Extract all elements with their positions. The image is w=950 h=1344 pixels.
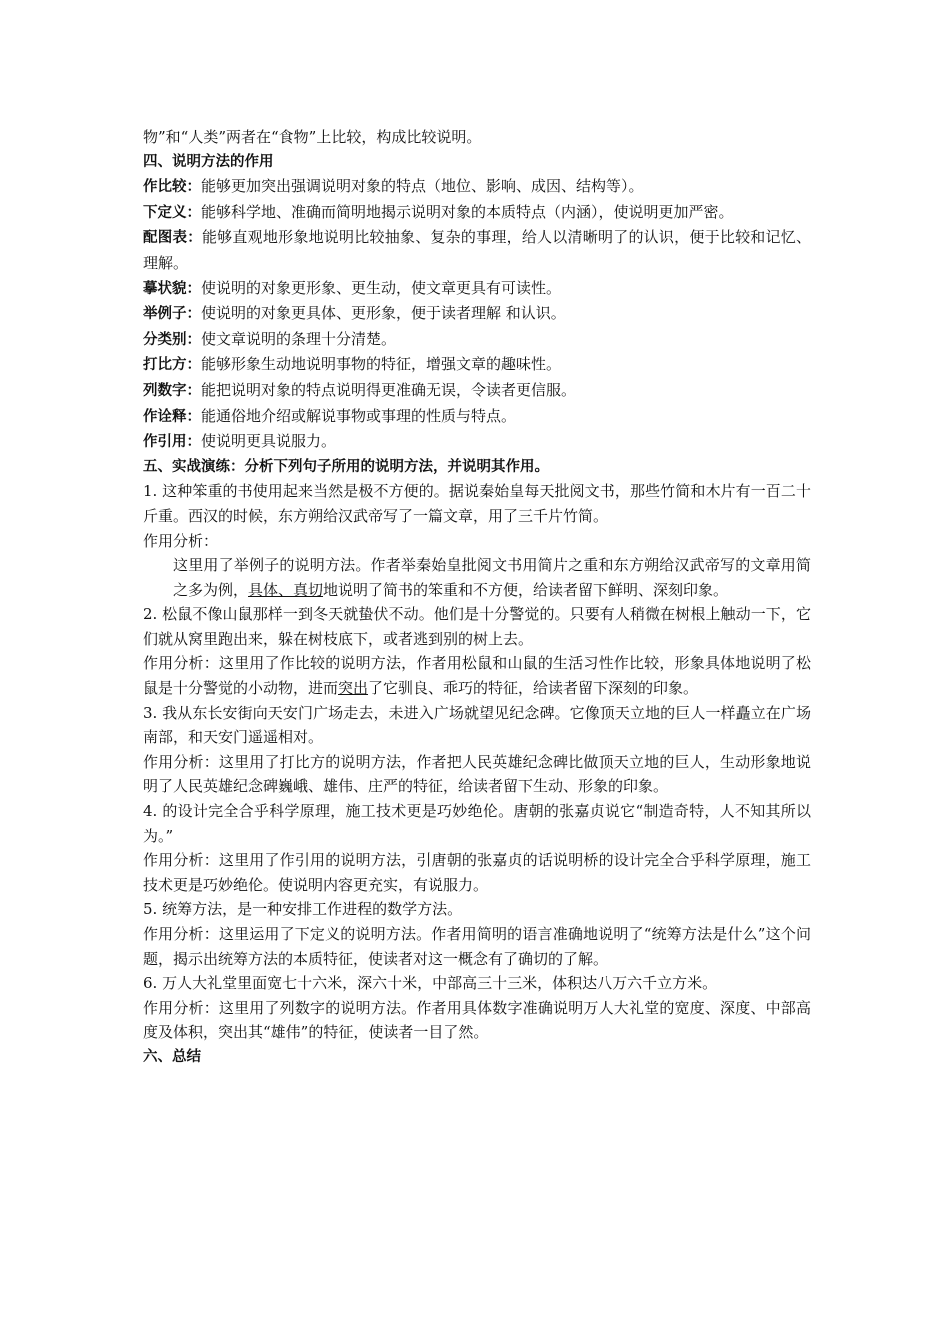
analysis-text: 这里用了举例子的说明方法。作者举秦始皇批阅文书用简片之重和东方朔给汉武帝写的文章用简之多为例， <box>173 556 811 599</box>
method-item-comparison <box>143 174 811 200</box>
method-item-numbers <box>143 378 811 404</box>
method-desc: 能通俗地介绍或解说事物或事理的性质与特点。 <box>201 406 517 425</box>
method-item-chart <box>143 225 811 275</box>
analysis-text: 地说明了简书的笨重和不方便，给读者留下鲜明、深刻印象。 <box>323 580 729 599</box>
section-4-heading: 四、说明方法的作用 <box>143 153 274 170</box>
method-desc: 能够科学地、准确而简明地揭示说明对象的本质特点（内涵），使说明更加严密。 <box>201 202 734 221</box>
method-desc: 使说明的对象更形象、更生动，使文章更具有可读性。 <box>201 278 562 297</box>
exercise-4-text: 4. 的设计完全合乎科学原理，施工技术更是巧妙绝伦。唐朝的张嘉贞说它“制造奇特，人不知其所以为。” <box>143 802 811 845</box>
exercise-3-text: 3. 我从东长安街向天安门广场走去，未进入广场就望见纪念碑。它像顶天立地的巨人一样矗立在广场南部，和天安门遥遥相对。 <box>143 703 811 747</box>
exercise-1-label: 作用分析： <box>143 531 219 550</box>
method-desc: 使文章说明的条理十分清楚。 <box>201 329 397 348</box>
section-6-heading: 六、总结 <box>143 1048 201 1065</box>
intro-tail: 物”和“人类”两者在“食物”上比较，构成比较说明。 <box>143 128 482 146</box>
exercise-5-analysis: 作用分析：这里运用了下定义的说明方法。作者用简明的语言准确地说明了“统筹方法是什么”这个问题，揭示出统筹方法的本质特征，使读者对这一概念有了确切的了解。 <box>143 925 811 968</box>
exercise-2-text: 2. 松鼠不像山鼠那样一到冬天就蛰伏不动。他们是十分警觉的。只要有人稍微在树根上触动一下，它们就从窝里跑出来，躲在树枝底下，或者逃到别的树上去。 <box>143 605 811 648</box>
method-desc: 能够更加突出强调说明对象的特点（地位、影响、成因、结构等）。 <box>201 177 644 196</box>
method-term: 打比方： <box>143 357 201 374</box>
section-5-heading: 五、实战演练：分析下列句子所用的说明方法，并说明其作用。 <box>143 458 549 475</box>
method-item-explanation <box>143 404 811 430</box>
exercise-5-text: 5. 统筹方法，是一种安排工作进程的数学方法。 <box>143 900 463 919</box>
underlined-phrase: 具体、真切 <box>248 580 324 599</box>
method-term: 摹状貌： <box>143 280 201 297</box>
analysis-text: 作用分析：这里用了作比较的说明方法，作者用松鼠和山鼠的生活习性作比较，形象具体地说明了松鼠是十分警觉的小动物，进而 <box>143 654 811 698</box>
exercise-2-analysis <box>143 651 811 700</box>
method-desc: 能把说明对象的特点说明得更准确无误，令读者更信服。 <box>201 380 577 399</box>
method-term: 作比较： <box>143 179 201 196</box>
document-page <box>143 125 811 1070</box>
method-term: 作诠释： <box>143 408 201 425</box>
method-desc: 使说明更具说服力。 <box>201 432 337 451</box>
method-item-description <box>143 276 811 302</box>
exercise-1-text: 1. 这种笨重的书使用起来当然是极不方便的。据说秦始皇每天批阅文书，那些竹简和木片有一百二十斤重。西汉的时候，东方朔给汉武帝写了一篇文章，用了三千片竹简。 <box>143 482 811 525</box>
method-desc: 能够形象生动地说明事物的特征，增强文章的趣味性。 <box>201 355 562 374</box>
underlined-phrase: 突出 <box>338 679 369 698</box>
method-term: 下定义： <box>143 204 201 221</box>
method-term: 作引用： <box>143 434 201 451</box>
method-desc: 使说明的对象更具体、更形象，便于读者理解 和认识。 <box>201 304 566 323</box>
exercise-3-analysis: 作用分析：这里用了打比方的说明方法，作者把人民英雄纪念碑比做顶天立地的巨人，生动形象地说明了人民英雄纪念碑巍峨、雄伟、庄严的特征，给读者留下生动、形象的印象。 <box>143 752 811 796</box>
method-term: 列数字： <box>143 382 201 399</box>
method-term: 配图表： <box>143 230 202 247</box>
analysis-text: 了它驯良、乖巧的特征，给读者留下深刻的印象。 <box>368 679 699 698</box>
method-term: 举例子： <box>143 306 201 323</box>
method-item-analogy <box>143 352 811 378</box>
method-item-example <box>143 301 811 327</box>
method-item-definition <box>143 200 811 226</box>
exercise-6-text: 6. 万人大礼堂里面宽七十六米，深六十米，中部高三十三米，体积达八万六千立方米。 <box>143 974 718 993</box>
exercise-4-analysis: 作用分析：这里用了作引用的说明方法，引唐朝的张嘉贞的话说明桥的设计完全合乎科学原理，施工技术更是巧妙绝伦。使说明内容更充实，有说服力。 <box>143 851 811 894</box>
exercise-6-analysis: 作用分析：这里用了列数字的说明方法。作者用具体数字准确说明万人大礼堂的宽度、深度、中部高度及体积，突出其“雄伟”的特征，使读者一目了然。 <box>143 998 811 1042</box>
method-term: 分类别： <box>143 331 201 348</box>
method-item-quotation <box>143 429 811 455</box>
method-item-classification <box>143 327 811 353</box>
exercise-1-analysis <box>143 553 811 602</box>
method-desc: 能够直观地形象地说明比较抽象、复杂的事理，给人以清晰明了的认识，便于比较和记忆、理解。 <box>143 228 811 272</box>
